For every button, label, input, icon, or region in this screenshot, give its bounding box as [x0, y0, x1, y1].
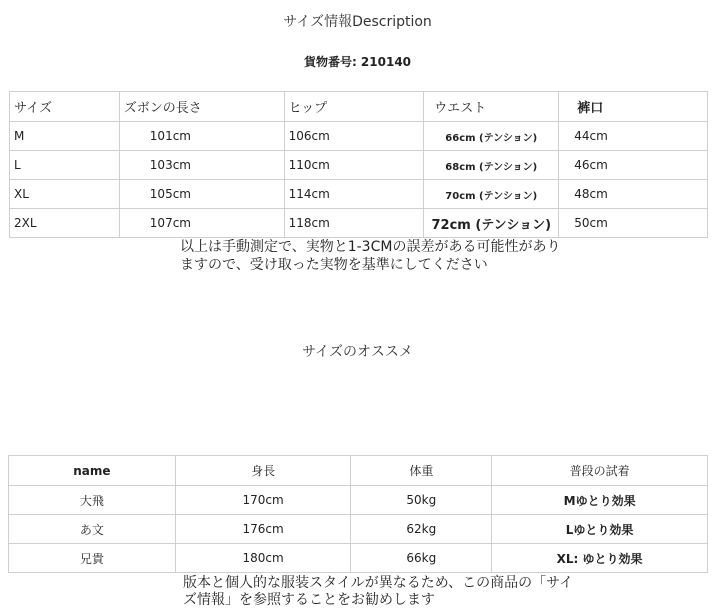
measurement-note-line: ますので、受け取った実物を基準にしてください	[180, 257, 488, 273]
fit-cell: XL: ゆとり効果	[492, 544, 708, 573]
name-cell: 兄貴	[9, 544, 176, 573]
size-cell: L	[10, 151, 120, 180]
page-title: サイズ情報Description	[283, 14, 432, 30]
weight-cell: 62kg	[351, 515, 492, 544]
hem-cell: 48cm	[559, 180, 708, 209]
header-hip: ヒップ	[284, 92, 424, 122]
hip-cell: 114cm	[284, 180, 424, 209]
hip-cell: 106cm	[284, 122, 424, 151]
table-row	[10, 180, 708, 209]
name-cell: あ文	[9, 515, 176, 544]
measurement-note	[180, 238, 640, 274]
table-row	[10, 209, 708, 238]
footer-note	[183, 575, 613, 609]
table-row	[10, 151, 708, 180]
size-table-header	[10, 92, 708, 122]
length-cell: 105cm	[119, 180, 284, 209]
fit-cell: Mゆとり効果	[492, 486, 708, 515]
table-row	[9, 486, 708, 515]
header-weight: 体重	[351, 456, 492, 486]
waist-cell: 72cm (テンション)	[424, 209, 559, 238]
recommendation-table-header	[9, 456, 708, 486]
waist-cell: 70cm (テンション)	[424, 180, 559, 209]
header-height: 身長	[175, 456, 351, 486]
footer-note-line: ズ情報」を参照することをお勧めします	[183, 592, 435, 608]
hip-cell: 110cm	[284, 151, 424, 180]
waist-cell: 66cm (テンション)	[424, 122, 559, 151]
header-waist: ウエスト	[424, 92, 559, 122]
size-cell: M	[10, 122, 120, 151]
waist-cell: 68cm (テンション)	[424, 151, 559, 180]
size-cell: XL	[10, 180, 120, 209]
hem-cell: 46cm	[559, 151, 708, 180]
hem-cell: 44cm	[559, 122, 708, 151]
length-cell: 107cm	[119, 209, 284, 238]
table-row	[9, 515, 708, 544]
header-size: サイズ	[10, 92, 120, 122]
length-cell: 103cm	[119, 151, 284, 180]
table-row	[9, 544, 708, 573]
hem-cell: 50cm	[559, 209, 708, 238]
weight-cell: 66kg	[351, 544, 492, 573]
size-cell: 2XL	[10, 209, 120, 238]
header-hem: 裤口	[559, 92, 708, 122]
footer-note-line: 版本と個人的な服装スタイルが異なるため、この商品の「サイ	[183, 575, 574, 591]
size-table	[9, 91, 708, 238]
recommendation-title: サイズのオススメ	[302, 344, 413, 360]
height-cell: 170cm	[175, 486, 351, 515]
table-row	[10, 122, 708, 151]
length-cell: 101cm	[119, 122, 284, 151]
product-code: 貨物番号: 210140	[303, 55, 412, 69]
measurement-note-line: 以上は手動測定で、実物と1-3CMの誤差がある可能性があり	[180, 239, 561, 255]
name-cell: 大飛	[9, 486, 176, 515]
weight-cell: 50kg	[351, 486, 492, 515]
hip-cell: 118cm	[284, 209, 424, 238]
header-name: name	[9, 456, 176, 486]
header-length: ズボンの長さ	[119, 92, 284, 122]
height-cell: 176cm	[175, 515, 351, 544]
header-usual-fit: 普段の試着	[492, 456, 708, 486]
fit-cell: Lゆとり効果	[492, 515, 708, 544]
recommendation-table	[8, 455, 708, 573]
height-cell: 180cm	[175, 544, 351, 573]
